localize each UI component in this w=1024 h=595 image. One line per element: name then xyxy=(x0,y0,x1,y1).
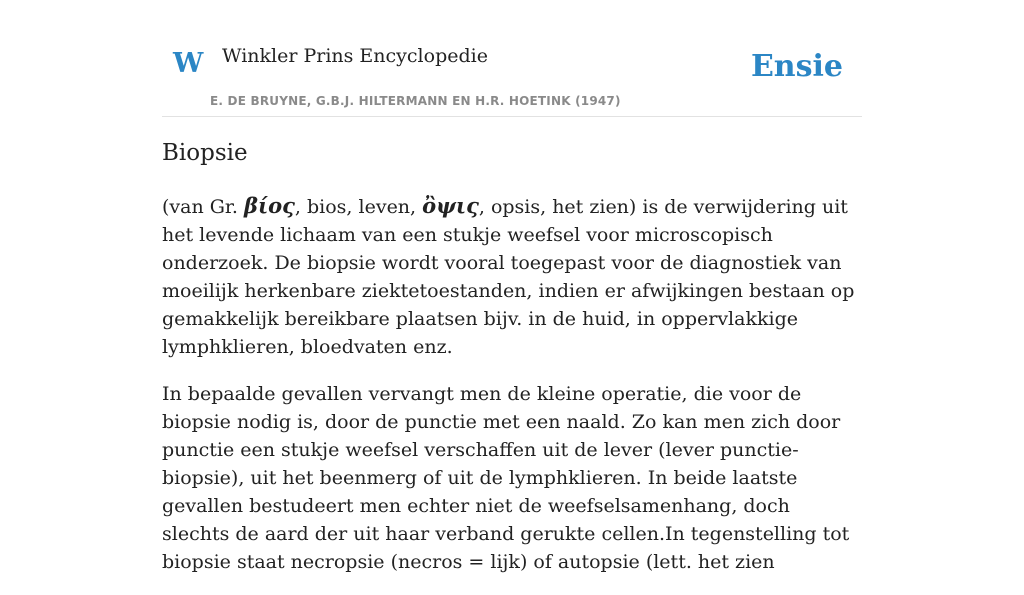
page-container xyxy=(162,0,862,573)
source-title[interactable]: Winkler Prins Encyclopedie xyxy=(222,45,488,67)
article-title: Biopsie xyxy=(162,140,248,166)
paragraph-1-text-a: (van Gr. xyxy=(162,196,245,218)
article-body xyxy=(162,192,862,595)
source-header xyxy=(162,0,862,117)
paragraph-1-text-c: , opsis, het zien) is de verwijdering uit het levende lichaam van een stukje weefsel voor microscopisch onderzoek. De biopsie wordt vooral toegepast voor de diagnostiek van moeilijk herkenbare ziektetoestanden, indien er afwijkingen bestaan op gemakkelijk bereikbare plaatsen bijv. in de huid, in oppervlakkige lymphklieren, bloedvaten enz. xyxy=(162,196,855,358)
greek-word-opsis: ὂψις xyxy=(422,193,479,218)
paragraph-2: In bepaalde gevallen vervangt men de kleine operatie, die voor de biopsie nodig is, door de punctie met een naald. Zo kan men zich door punctie een stukje weefsel verschaffen uit de lever (lever punctie-biopsie), uit het beenmerg of uit de lymphklieren. In beide laatste gevallen bestudeert men echter niet de weefselsamenhang, doch slechts de aard der uit haar verband gerukte cellen.In tegenstelling tot biopsie staat necropsie (necros = lijk) of autopsie (lett. het zien xyxy=(162,383,850,573)
paragraph-1 xyxy=(162,192,862,361)
winkler-prins-logo[interactable]: W xyxy=(173,48,204,79)
greek-word-bios: βίος xyxy=(244,193,295,218)
ensie-logo[interactable]: Ensie xyxy=(750,49,843,84)
paragraph-1-text-b: , bios, leven, xyxy=(294,196,423,218)
source-authors: E. DE BRUYNE, G.B.J. HILTERMANN EN H.R. HOETINK (1947) xyxy=(210,94,621,108)
